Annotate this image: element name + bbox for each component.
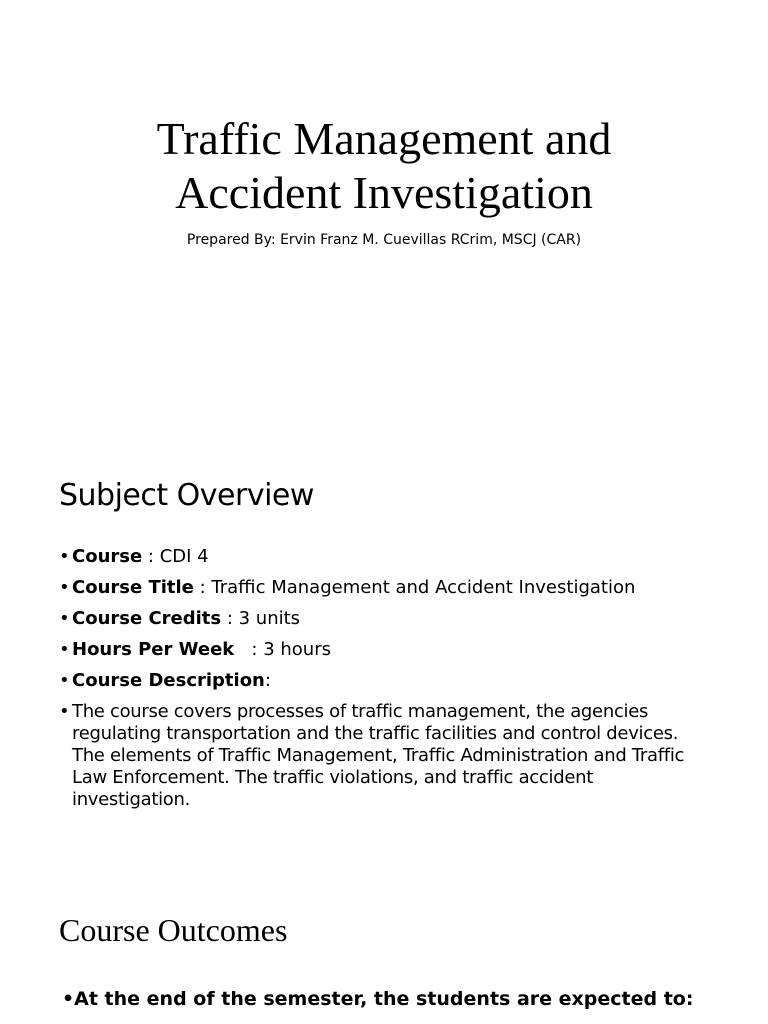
list-item-description-body <box>59 701 709 811</box>
item-value: : <box>264 670 271 691</box>
bullet-dot: • <box>59 608 70 629</box>
bullet-dot: • <box>59 577 70 598</box>
title-line-1: Traffic Management and <box>156 113 612 164</box>
bullet-dot: • <box>62 988 75 1010</box>
item-label: Course Credits <box>72 608 222 629</box>
outcomes-heading: Course Outcomes <box>59 912 288 948</box>
subject-overview-slide <box>0 440 768 840</box>
item-value: : 3 units <box>221 608 301 629</box>
item-value: : CDI 4 <box>142 546 209 567</box>
presentation-title <box>0 112 768 220</box>
item-label: Hours Per Week <box>72 639 235 660</box>
course-outcomes-slide <box>0 870 768 1024</box>
bullet-dot: • <box>59 670 70 691</box>
prepared-by-text: Prepared By: Ervin Franz M. Cuevillas RCrim, MSCJ (CAR) <box>186 232 582 248</box>
overview-heading: Subject Overview <box>59 478 314 513</box>
list-item-course-title <box>59 577 709 599</box>
outcomes-list-item <box>62 986 693 1012</box>
list-item-course <box>59 546 709 568</box>
bullet-dot: • <box>59 546 70 567</box>
overview-bullet-list <box>59 546 709 820</box>
item-value: : 3 hours <box>234 639 331 660</box>
item-value: : Traffic Management and Accident Investigation <box>193 577 636 598</box>
list-item-course-description <box>59 670 709 692</box>
list-item-course-credits <box>59 608 709 630</box>
course-description-text: The course covers processes of traffic management, the agencies regulating transportation and the traffic facilities and control devices. The elements of Traffic Management, Traffic Administration and Traffic Law Enforcement. The traffic violations, and traffic accident investigation. <box>72 701 685 810</box>
title-line-2: Accident Investigation <box>175 167 593 218</box>
title-slide <box>0 0 768 420</box>
bullet-dot: • <box>59 639 70 660</box>
item-label: Course Title <box>72 577 194 598</box>
bullet-dot: • <box>59 701 70 722</box>
list-item-hours-per-week <box>59 639 709 661</box>
outcomes-intro-text: At the end of the semester, the students are expected to: <box>74 988 694 1010</box>
item-label: Course <box>72 546 143 567</box>
item-label: Course Description <box>72 670 265 691</box>
